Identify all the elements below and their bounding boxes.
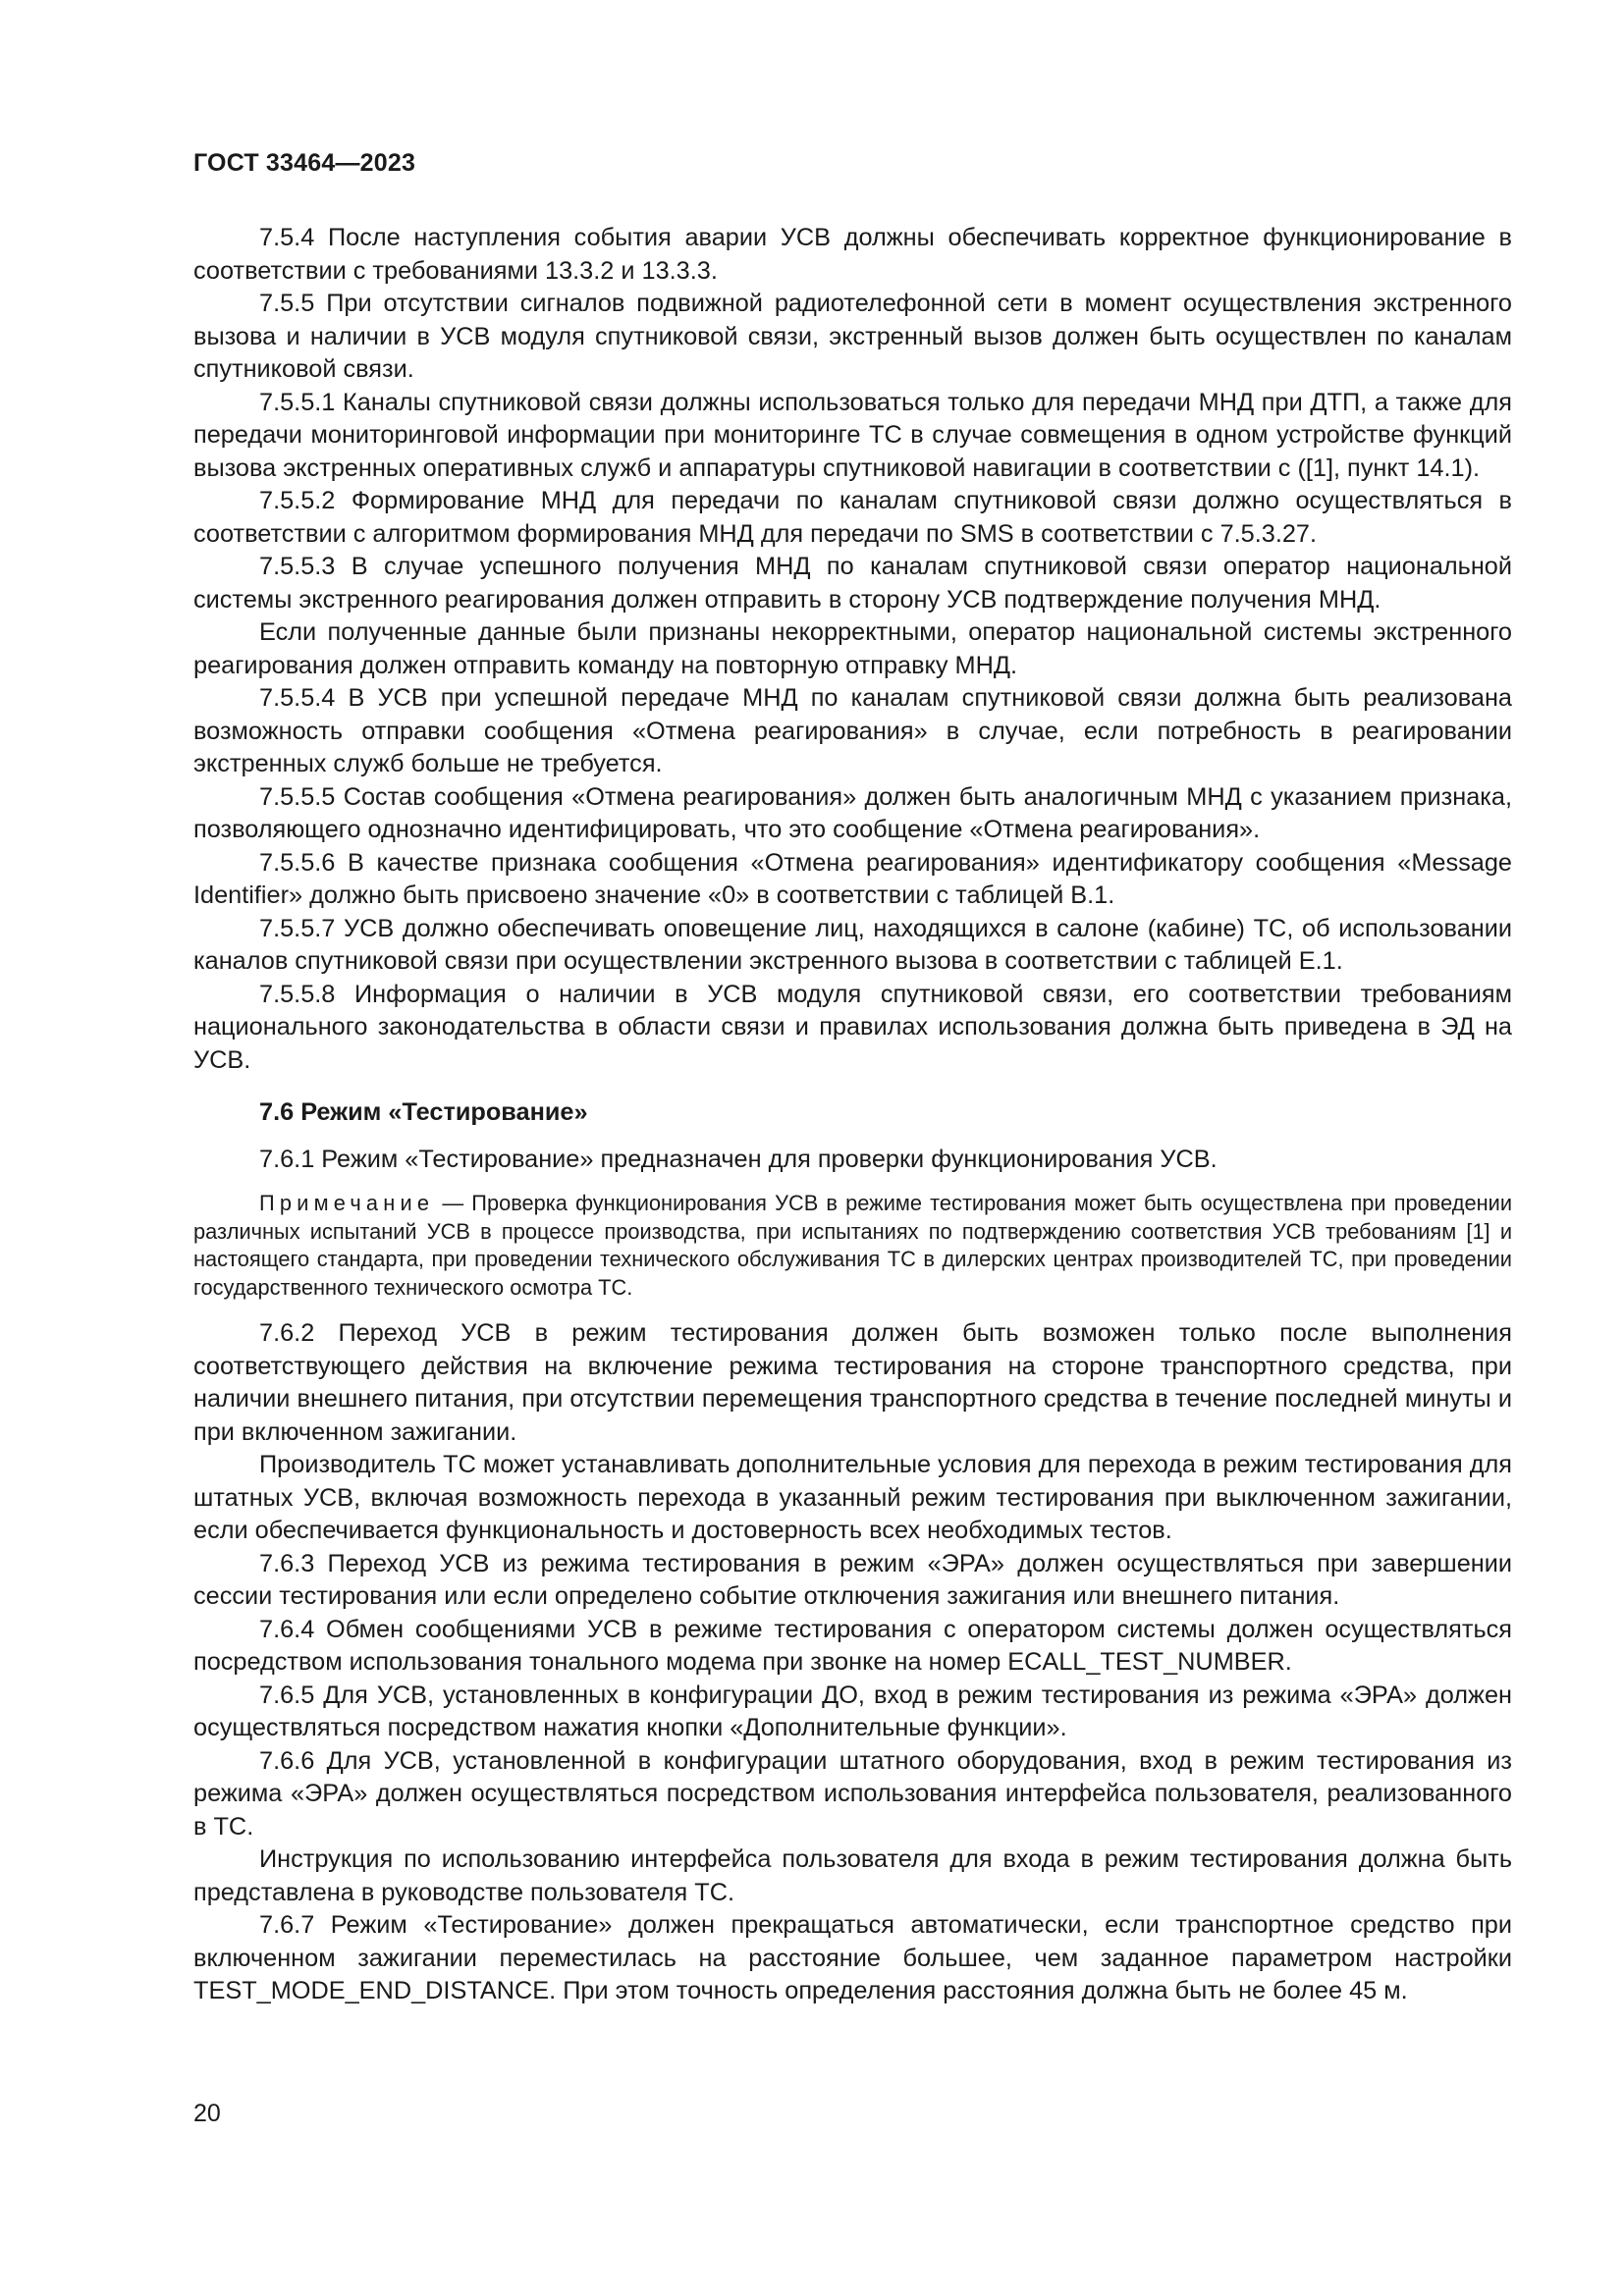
paragraph-7-6-5: 7.6.5 Для УСВ, установленных в конфигурации ДО, вход в режим тестирования из режима «ЭРА» должен осуществляться посредством нажатия кнопки «Дополнительные функции». (193, 1681, 1512, 1741)
paragraph-7-6-6: 7.6.6 Для УСВ, установленной в конфигурации штатного оборудования, вход в режим тестирования из режима «ЭРА» должен осуществляться посредством использования интерфейса пользователя, реализованного в ТС. (193, 1746, 1512, 1841)
paragraph-7-5-5-4: 7.5.5.4 В УСВ при успешной передаче МНД по каналам спутниковой связи должна быть реализована возможность отправки сообщения «Отмена реагирования» в случае, если потребность в реагировании экстренных служб больше не требуется. (193, 684, 1512, 777)
paragraph-7-5-5-3-continued: Если полученные данные были признаны некорректными, оператор национальной системы экстренного реагирования должен отправить команду на повторную отправку МНД. (193, 618, 1512, 679)
section-heading-7-6: 7.6 Режим «Тестирование» (259, 1098, 588, 1126)
paragraph-7-5-5-6: 7.5.5.6 В качестве признака сообщения «Отмена реагирования» идентификатору сообщения «Message Identifier» должно быть присвоено значение «0» в соответствии с таблицей В.1. (193, 848, 1512, 909)
paragraph-7-6-2: 7.6.2 Переход УСВ в режим тестирования должен быть возможен только после выполнения соответствующего действия на включение режима тестирования на стороне транспортного средства, при наличии внешнего питания, при отсутствии перемещения транспортного средства в течение последней минуты и при включенном зажигании. (193, 1319, 1512, 1446)
paragraph-7-6-2-continued: Производитель ТС может устанавливать дополнительные условия для перехода в режим тестирования для штатных УСВ, включая возможность перехода в указанный режим тестирования при выключенном зажигании, если обеспечивается функциональность и достоверность всех необходимых тестов. (193, 1451, 1512, 1544)
paragraph-7-5-5-5: 7.5.5.5 Состав сообщения «Отмена реагирования» должен быть аналогичным МНД с указанием признака, позволяющего однозначно идентифицировать, что это сообщение «Отмена реагирования». (193, 782, 1512, 843)
paragraph-7-6-3: 7.6.3 Переход УСВ из режима тестирования в режим «ЭРА» должен осуществляться при завершении сессии тестирования или если определено событие отключения зажигания или внешнего питания. (193, 1549, 1512, 1610)
paragraph-7-5-4: 7.5.4 После наступления события аварии УСВ должны обеспечивать корректное функционирование в соответствии с требованиями 13.3.2 и 13.3.3. (193, 224, 1512, 285)
paragraph-7-6-6-continued: Инструкция по использованию интерфейса пользователя для входа в режим тестирования должна быть представлена в руководстве пользователя ТС. (193, 1845, 1512, 1906)
note-label: Примечание (259, 1191, 435, 1215)
paragraph-7-5-5-8: 7.5.5.8 Информация о наличии в УСВ модуля спутниковой связи, его соответствии требованиям национального законодательства в области связи и правилах использования должна быть приведена в ЭД на УСВ. (193, 980, 1512, 1074)
paragraph-7-5-5-3: 7.5.5.3 В случае успешного получения МНД по каналам спутниковой связи оператор национальной системы экстренного реагирования должен отправить в сторону УСВ подтверждение получения МНД. (193, 553, 1512, 614)
paragraph-7-5-5: 7.5.5 При отсутствии сигналов подвижной радиотелефонной сети в момент осуществления экстренного вызова и наличии в УСВ модуля спутниковой связи, экстренный вызов должен быть осуществлен по каналам спутниковой связи. (193, 290, 1512, 383)
document-header: ГОСТ 33464—2023 (193, 149, 416, 177)
paragraph-7-6-1: 7.6.1 Режим «Тестирование» предназначен для проверки функционирования УСВ. (259, 1145, 1218, 1173)
paragraph-7-5-5-1: 7.5.5.1 Каналы спутниковой связи должны использоваться только для передачи МНД при ДТП, а также для передачи мониторинговой информации при мониторинге ТС в случае совмещения в одном устройстве функций вызова экстренных оперативных служб и аппаратуры спутниковой навигации в соответствии с ([1], пункт 14.1). (193, 388, 1512, 482)
paragraph-7-5-5-7: 7.5.5.7 УСВ должно обеспечивать оповещение лиц, находящихся в салоне (кабине) ТС, об использовании каналов спутниковой связи при осуществлении экстренного вызова в соответствии с таблицей Е.1. (193, 914, 1512, 975)
page-number: 20 (193, 2100, 221, 2127)
paragraph-7-6-7: 7.6.7 Режим «Тестирование» должен прекращаться автоматически, если транспортное средство при включенном зажигании переместилась на расстояние большее, чем заданное параметром настройки TEST_MODE_END_DISTANCE. При этом точность определения расстояния должна быть не более 45 м. (193, 1911, 1512, 2004)
note-text: — Проверка функционирования УСВ в режиме тестирования может быть осуществлена при проведении различных испытаний УСВ в процессе производства, при испытаниях по подтверждению соответствия УСВ требованиям [1] и настоящего стандарта, при проведении технического обслуживания ТС в дилерских центрах производителей ТС, при проведении государственного технического осмотра ТС. (193, 1191, 1512, 1300)
paragraph-7-6-4: 7.6.4 Обмен сообщениями УСВ в режиме тестирования с оператором системы должен осуществляться посредством использования тонального модема при звонке на номер ECALL_TEST_NUMBER. (193, 1615, 1512, 1676)
note-block (193, 1190, 1512, 1302)
paragraph-7-5-5-2: 7.5.5.2 Формирование МНД для передачи по каналам спутниковой связи должно осуществляться в соответствии с алгоритмом формирования МНД для передачи по SMS в соответствии с 7.5.3.27. (193, 487, 1512, 548)
document-body (193, 222, 1512, 2008)
